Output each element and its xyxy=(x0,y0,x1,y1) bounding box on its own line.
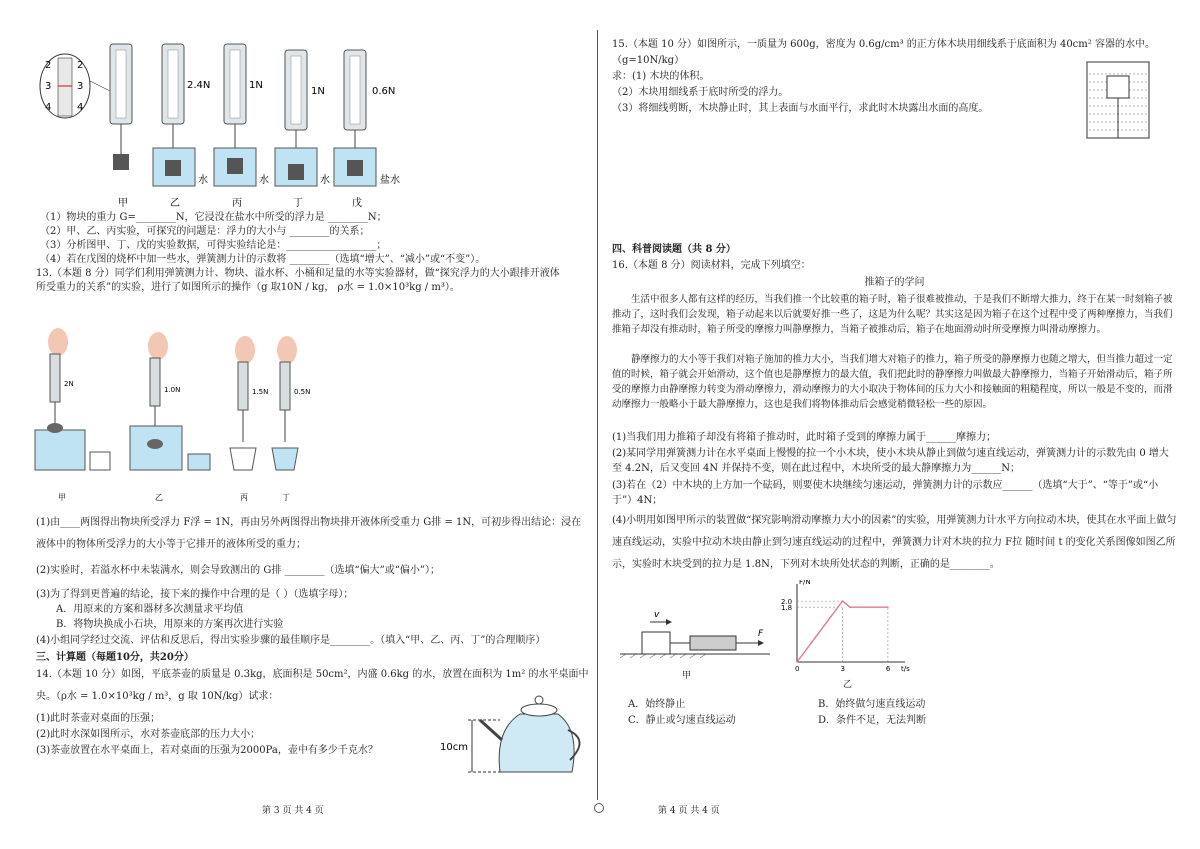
question-line: 13.（本题 8 分）同学们利用弹簧测力计、物块、溢水杯、小桶和足量的水等实验器材，做“探究浮力的大小跟排开液体 xyxy=(36,268,560,279)
spring-scale xyxy=(334,50,376,186)
question-line: 16.（本题 8 分）阅读材料，完成下列填空： xyxy=(612,260,811,271)
kettle-figure xyxy=(440,690,590,780)
scale-reading: 2N xyxy=(64,380,74,388)
section-title: 三、计算题（每题10分，共20分） xyxy=(36,652,194,663)
article-paragraph: 生活中很多人都有这样的经历，当我们推一个比较重的箱子时，箱子很难被推动，于是我们不断增大推力，终于在某一时刻箱子被推动了，这时我们会发现，箱子动起来以后就要好推一些了，这是为什么呢？其实这是因为箱子在这个过程中受了两种摩擦力，当我们推箱子却没有推动时，箱子所受的摩擦力叫静摩擦力，当箱子被推动后，箱子在地面滑动时所受摩擦力叫滑动摩擦力。 xyxy=(612,294,1173,335)
section-title: 四、科普阅读题（共 8 分） xyxy=(612,244,736,255)
question-line: 液体中的物体所受浮力的大小等于它排开的液体所受的重力； xyxy=(36,539,306,550)
figure-16-jia xyxy=(620,602,770,682)
zoom-label: 2 xyxy=(77,60,84,71)
page-divider xyxy=(597,30,598,800)
height-label: 10cm xyxy=(440,742,468,753)
y-tick-label: 1.8 xyxy=(781,604,793,613)
scale-reading: 0.6N xyxy=(372,86,396,97)
x-axis-label: t/s xyxy=(901,665,910,673)
figure-q12 xyxy=(30,36,450,211)
y-axis-label: F/N xyxy=(799,580,811,586)
velocity-label: v xyxy=(654,610,660,620)
question-line: （2）甲、乙、丙实验，可探究的问题是：浮力的大小与 ________的关系； xyxy=(40,226,370,237)
option-d: D．条件不足，无法判断 xyxy=(818,715,927,726)
x-tick-label: 3 xyxy=(840,665,845,673)
scale-reading: 1.0N xyxy=(164,386,181,394)
spring-scale xyxy=(214,44,256,186)
question-line: (3)茶壶放置在水平桌面上，若对桌面的压强为2000Pa，壶中有多少千克水？ xyxy=(36,745,378,756)
data-point xyxy=(849,606,851,608)
question-line: (2)实验时，若溢水杯中未装满水，则会导致测出的 G排 ________（选填“偏大”或“偏小”）； xyxy=(36,565,440,576)
figure-caption: 丁 xyxy=(282,493,290,502)
question-line: (1)由____两图得出物块所受浮力 F浮 = 1N，再由另外两图得出物块排开液体所受重力 G排 = 1N，可初步得出结论：浸在 xyxy=(36,517,582,528)
force-label: F xyxy=(758,629,764,639)
page-footer: 第 3 页 共 4 页 xyxy=(262,806,324,816)
question-line: 14.（本题 10 分）如图，平底茶壶的质量是 0.3kg，底面积是 50cm²，内盛 0.6kg 的水，放置在面积为 1m² 的水平桌面中 xyxy=(36,669,589,680)
x-tick-label: 0 xyxy=(795,665,800,673)
question-line: （2）木块用细线系于底时所受的浮力。 xyxy=(612,87,789,98)
x-tick-label: 6 xyxy=(885,665,891,673)
option-line: B．将物块换成小石块，用原来的方案再次进行实验 xyxy=(56,619,284,630)
figure-caption: 乙 xyxy=(155,493,163,502)
figure-caption: 丁 xyxy=(293,198,303,209)
article-paragraph: 静摩擦力的大小等于我们对箱子施加的推力大小，当我们增大对箱子的推力，箱子所受的静摩擦力也随之增大，但当推力超过一定值的时候，箱子就会开始滑动，这个值也是静摩擦力的最大值，我们把此时的静摩擦力叫做最大静摩擦力，当箱子开始滑动后，箱子所受的摩擦力由静摩擦力转变为滑动摩擦力，滑动摩擦力的大小取决于物体间的压力大小和接触面的粗糙程度，所以一般是不变的，而滑动摩擦力一般略小于最大静摩擦力，这也是我们将物体推动后会感觉稍微轻松一些的原因。 xyxy=(612,354,1173,410)
question-line: (4)小明用如图甲所示的装置做“探究影响滑动摩擦力大小的因素”的实验，用弹簧测力计水平方向拉动木块，使其在水平面上做匀速直线运动，实验中拉动木块由静止到匀速直线运动的过程中，弹簧测力计对木块的拉力 F拉 随时间 t 的变化关系图像如图乙所示，实验时木块受到的拉力是 1.8N，下列对木块所处状态的判断，正确的是________。 xyxy=(612,515,1177,570)
figure-caption: 甲 xyxy=(118,198,128,209)
data-point xyxy=(887,606,889,608)
right-page xyxy=(600,0,1200,849)
question-line: （4）若在戊图的烧杯中加一些水，弹簧测力计的示数将 ________（选填“增大”、“减小”或“不变”）。 xyxy=(40,254,486,265)
question-line: (2)此时水深如图所示，水对茶壶底部的压力大小； xyxy=(36,729,261,740)
figure-q13 xyxy=(30,320,320,505)
question-line: （g=10N/kg） xyxy=(612,55,685,66)
zoom-label: 2 xyxy=(45,60,52,71)
liquid-label: 水 xyxy=(259,175,269,186)
y-tick-label: 2.0 xyxy=(781,598,793,607)
option-line: A．用原来的方案和器材多次测量求平均值 xyxy=(56,604,244,615)
page-footer: 第 4 页 共 4 页 xyxy=(658,806,720,816)
scale-reading: 1.5N xyxy=(252,388,269,396)
ft-chart xyxy=(775,580,915,680)
liquid-label: 水 xyxy=(198,175,208,186)
question-line: （3）将细线剪断，木块静止时，其上表面与水面平行，求此时木块露出水面的高度。 xyxy=(612,103,989,114)
figure-caption: 乙 xyxy=(170,198,180,209)
question-line: (3)为了得到更普遍的结论，接下来的操作中合理的是（ ）（选填字母）； xyxy=(36,589,354,600)
question-line: (3)若在（2）中木块的上方加一个砝码，则要使木块继续匀速运动，弹簧测力计的示数应______（选填“大于”、“等于”或“小于”）4N； xyxy=(612,480,1159,506)
spring-scale xyxy=(153,44,195,186)
question-line: 央。（ρ水 = 1.0×10³kg / m³，g 取 10N/kg）试求： xyxy=(36,691,279,702)
question-line: (1)此时茶壶对桌面的压强； xyxy=(36,713,161,724)
question-line: (4)小组同学经过交流、评估和反思后，得出实验步骤的最佳顺序是________。（填入“甲、乙、丙、丁”的合理顺序） xyxy=(36,635,546,646)
container-figure xyxy=(1085,52,1155,142)
zoom-label: 3 xyxy=(77,81,84,92)
scale-reading: 2.4N xyxy=(187,80,211,91)
article-title: 推箱子的学问 xyxy=(864,277,925,288)
question-line: 求：(1) 木块的体积。 xyxy=(612,71,710,82)
question-line: (2)某同学用弹簧测力计在水平桌面上慢慢的拉一个小木块，使小木块从静止到做匀速直线运动，弹簧测力计的示数先由 0 增大至 4.2N，后又变回 4N 并保持不变，则在此过程中，木块所受的最大静摩擦力为______N； xyxy=(612,448,1169,474)
question-line: (1)当我们用力推箱子却没有将箱子推动时，此时箱子受到的摩擦力属于______摩擦力； xyxy=(612,432,997,443)
scale-reading: 1N xyxy=(249,80,263,91)
option-a: A．始终静止 xyxy=(628,699,686,710)
figure-caption: 乙 xyxy=(843,680,853,690)
data-point xyxy=(796,661,798,663)
option-c: C．静止或匀速直线运动 xyxy=(628,715,736,726)
figure-caption: 丙 xyxy=(232,198,242,209)
question-line: 15.（本题 10 分）如图所示，一质量为 600g，密度为 0.6g/cm³ 的正方体木块用细线系于底面积为 40cm² 容器的水中。 xyxy=(612,39,1155,50)
option-b: B．始终做匀速直线运动 xyxy=(818,699,926,710)
scale-reading: 1N xyxy=(311,86,325,97)
data-point xyxy=(842,600,844,602)
question-line: （1）物块的重力 G=________N，它浸没在盐水中所受的浮力是 ________N； xyxy=(40,212,387,223)
liquid-label: 盐水 xyxy=(380,175,400,186)
figure-caption: 甲 xyxy=(682,671,692,681)
figure-caption: 戊 xyxy=(352,198,362,209)
zoom-label: 4 xyxy=(77,102,84,113)
spring-scale xyxy=(110,44,132,170)
question-line: 所受重力的关系”的实验，进行了如图所示的操作（g 取10N / kg， ρ水 = 1.0×10³kg / m³）。 xyxy=(36,282,460,293)
figure-caption: 丙 xyxy=(240,493,248,502)
zoom-label: 4 xyxy=(45,102,52,113)
liquid-label: 水 xyxy=(320,175,330,186)
question-line: （3）分析图甲、丁、戊的实验数据，可得实验结论是：__________________； xyxy=(40,240,387,251)
spring-scale xyxy=(275,50,317,186)
zoom-label: 3 xyxy=(45,81,52,92)
figure-caption: 甲 xyxy=(58,493,66,502)
scale-reading: 0.5N xyxy=(294,388,311,396)
